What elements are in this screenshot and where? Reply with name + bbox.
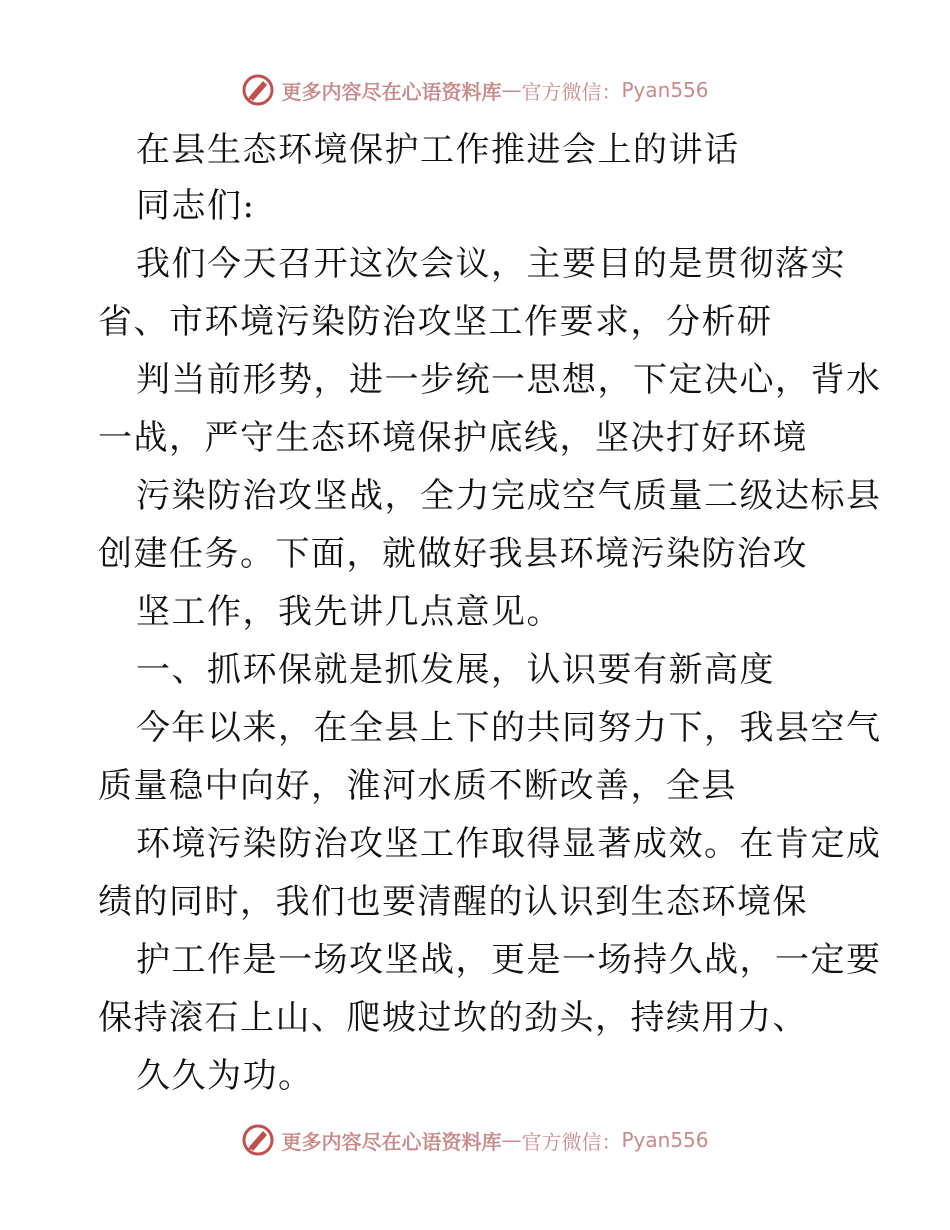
- watermark-official-label: 官方微信：: [521, 1129, 622, 1154]
- watermark-official-label: 官方微信：: [521, 79, 622, 104]
- body-line: 绩的同时，我们也要清醒的认识到生态环境保: [98, 882, 808, 922]
- watermark-dash: —: [501, 1128, 522, 1152]
- body-line: 环境污染防治攻坚工作取得显著成效。在肯定成: [136, 824, 882, 864]
- watermark-dash: —: [501, 78, 522, 102]
- body-line: 污染防治攻坚战，全力完成空气质量二级达标县: [136, 476, 882, 516]
- body-line: 质量稳中向好，淮河水质不断改善，全县: [98, 766, 737, 806]
- pen-logo-icon: [241, 1123, 275, 1157]
- salutation: 同志们:: [136, 186, 256, 226]
- watermark-id: Pyan556: [621, 1128, 709, 1152]
- document-title: 在县生态环境保护工作推进会上的讲话: [136, 130, 740, 170]
- watermark-main-text: 更多内容尽在心语资料库: [281, 79, 502, 104]
- body-line: 创建任务。下面，就做好我县环境污染防治攻: [98, 534, 808, 574]
- watermark-id: Pyan556: [621, 78, 709, 102]
- watermark-main-text: 更多内容尽在心语资料库: [281, 1129, 502, 1154]
- body-line: 我们今天召开这次会议，主要目的是贯彻落实: [136, 244, 846, 284]
- body-line: 护工作是一场攻坚战，更是一场持久战，一定要: [136, 940, 882, 980]
- body-line: 今年以来，在全县上下的共同努力下，我县空气: [136, 708, 882, 748]
- body-line: 省、市环境污染防治攻坚工作要求，分析研: [98, 302, 773, 342]
- footer-watermark: [0, 1120, 950, 1160]
- body-line: 久久为功。: [136, 1056, 314, 1096]
- body-line: 一战，严守生态环境保护底线，坚决打好环境: [98, 418, 808, 458]
- header-watermark: [0, 70, 950, 110]
- pen-logo-icon: [241, 73, 275, 107]
- section-heading: 一、抓环保就是抓发展，认识要有新高度: [136, 650, 775, 690]
- body-line: 保持滚石上山、爬坡过坎的劲头，持续用力、: [98, 998, 808, 1038]
- body-line: 判当前形势，进一步统一思想，下定决心，背水: [136, 360, 882, 400]
- body-line: 坚工作，我先讲几点意见。: [136, 592, 562, 632]
